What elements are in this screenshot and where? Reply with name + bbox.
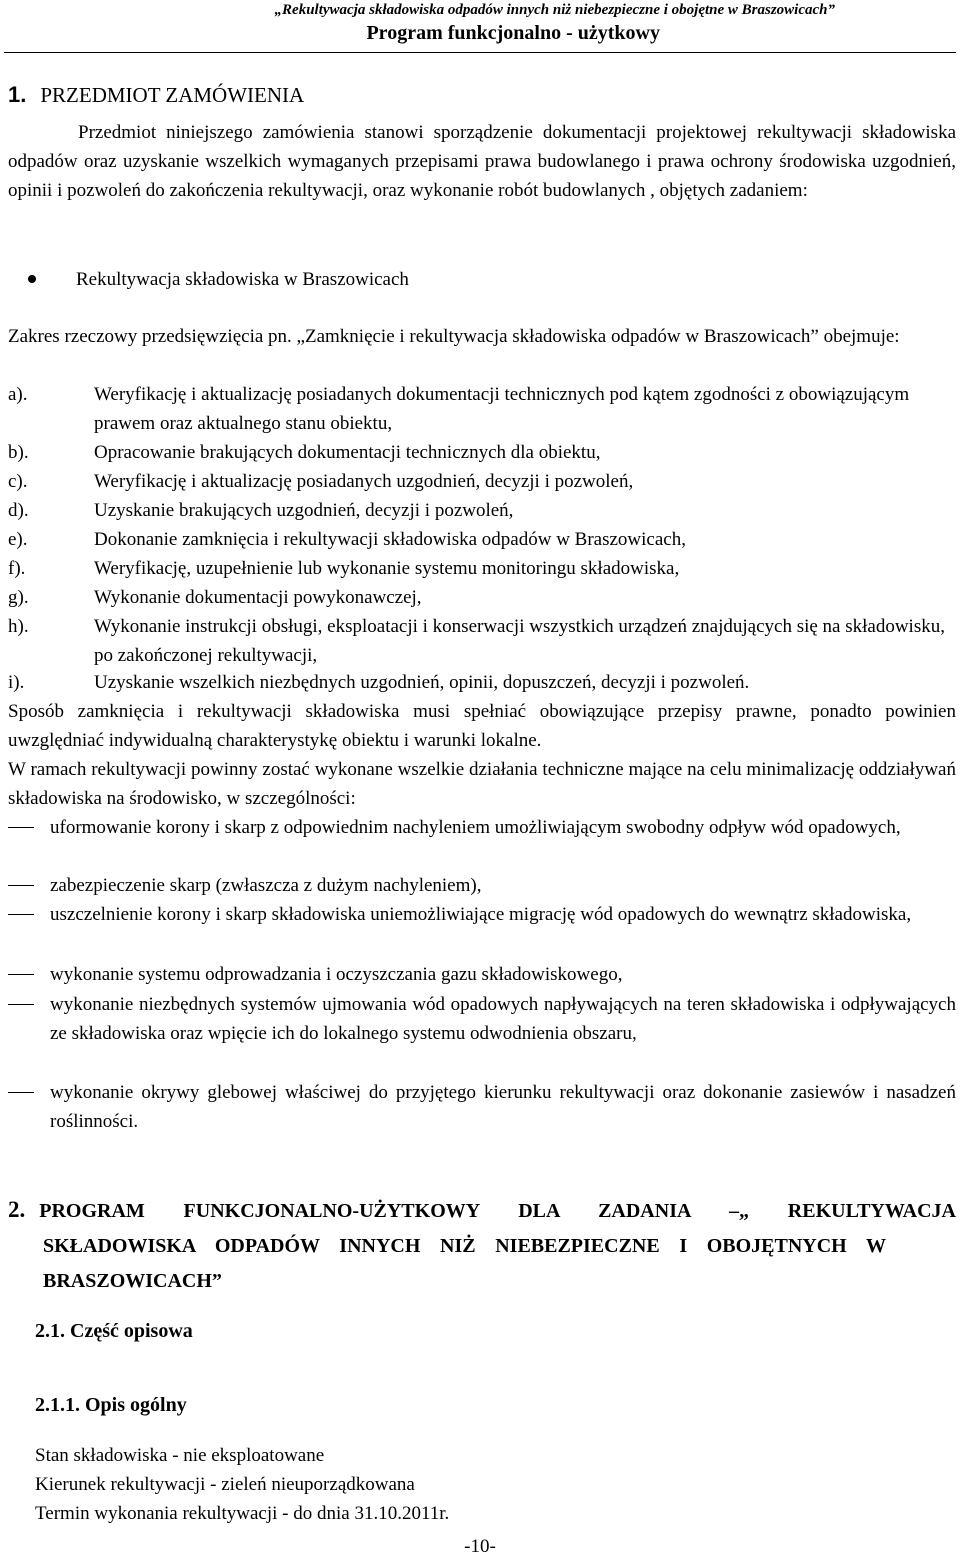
bullet-icon bbox=[28, 275, 36, 283]
works-item-text: wykonanie niezbędnych systemów ujmowania wód opadowych napływających na teren składowiska i odpływających ze składowiska oraz wpięcie ich do lokalnego systemu odwodnienia obszaru, bbox=[50, 994, 956, 1044]
task-bullet bbox=[28, 265, 409, 294]
scope-item bbox=[8, 380, 956, 438]
scope-intro: Zakres rzeczowy przedsięwzięcia pn. „Zamknięcie i rekultywacja składowiska odpadów w Braszowicach” obejmuje: bbox=[8, 326, 900, 347]
scope-item-label: d). bbox=[8, 500, 29, 521]
scope-item-text: Uzyskanie brakujących uzgodnień, decyzji i pozwoleń, bbox=[94, 500, 514, 521]
section-1-heading bbox=[8, 82, 304, 108]
scope-item-label: h). bbox=[8, 616, 29, 637]
works-item-text: uszczelnienie korony i skarp składowiska uniemożliwiające migrację wód opadowych do wewnątrz składowiska, bbox=[50, 904, 912, 925]
works-item-text: wykonanie okrywy glebowej właściwej do przyjętego kierunku rekultywacji oraz dokonanie zasiewów i nasadzeń roślinności. bbox=[50, 1082, 956, 1132]
works-item bbox=[8, 813, 956, 842]
scope-item-label: g). bbox=[8, 587, 29, 608]
scope-item-text: Opracowanie brakujących dokumentacji technicznych dla obiektu, bbox=[94, 442, 601, 463]
scope-item-text: Wykonanie instrukcji obsługi, eksploatacji i konserwacji wszystkich urządzeń znajdujących się na składowisku, po zakończonej rekultywacji, bbox=[94, 616, 945, 666]
section-1-number: 1. bbox=[8, 82, 27, 107]
works-item bbox=[8, 990, 956, 1048]
scope-item-text: Weryfikację, uzupełnienie lub wykonanie systemu monitoringu składowiska, bbox=[94, 558, 680, 579]
page-number: -10- bbox=[464, 1536, 496, 1557]
info-line: Stan składowiska - nie eksploatowane bbox=[35, 1445, 325, 1466]
scope-item bbox=[8, 525, 956, 554]
scope-item-label: i). bbox=[8, 672, 25, 693]
scope-item bbox=[8, 438, 956, 467]
scope-item bbox=[8, 554, 956, 583]
closing-paragraph: Sposób zamknięcia i rekultywacji składowiska musi spełniać obowiązujące przepisy prawne, ponadto powinien uwzględniać indywidualną charakterystykę obiektu i warunki lokalne. bbox=[8, 701, 956, 751]
section-2-heading bbox=[8, 1192, 956, 1299]
scope-item bbox=[8, 496, 956, 525]
scope-item bbox=[8, 467, 956, 496]
works-item bbox=[8, 900, 956, 929]
dash-icon bbox=[8, 827, 34, 828]
works-item-text: zabezpieczenie skarp (zwłaszcza z dużym nachyleniem), bbox=[50, 875, 482, 896]
header-program-label: Program funkcjonalno - użytkowy bbox=[366, 22, 660, 44]
works-item bbox=[8, 871, 956, 900]
works-item bbox=[8, 960, 956, 989]
dash-icon bbox=[8, 914, 34, 915]
scope-item bbox=[8, 612, 956, 670]
section-2-title-1: PROGRAM FUNKCJONALNO-UŻYTKOWY DLA ZADANIA –„ REKULTYWACJA bbox=[39, 1200, 956, 1222]
section-2-number: 2. bbox=[8, 1197, 26, 1222]
scope-item-text: Wykonanie dokumentacji powykonawczej, bbox=[94, 587, 422, 608]
scope-item-text: Dokonanie zamknięcia i rekultywacji składowiska odpadów w Braszowicach, bbox=[94, 529, 686, 550]
section-1-intro: Przedmiot niniejszego zamówienia stanowi sporządzenie dokumentacji projektowej rekultywacji składowiska odpadów oraz uzyskanie wszelkich wymaganych przepisami prawa budowlanego i prawa ochrony środowiska uzgodnień, opinii i pozwoleń do zakończenia rekultywacji, oraz wykonanie robót budowlanych , objętych zadaniem: bbox=[8, 122, 956, 201]
scope-item bbox=[8, 668, 956, 697]
subsubsection-heading: 2.1.1. Opis ogólny bbox=[35, 1394, 187, 1416]
dash-icon bbox=[8, 885, 34, 886]
header-rule bbox=[4, 52, 956, 53]
scope-item-label: b). bbox=[8, 442, 29, 463]
works-item-text: uformowanie korony i skarp z odpowiednim nachyleniem umożliwiającym swobodny odpływ wód opadowych, bbox=[50, 817, 901, 838]
subsection-heading: 2.1. Część opisowa bbox=[35, 1320, 193, 1342]
scope-item-label: e). bbox=[8, 529, 28, 550]
scope-item-label: c). bbox=[8, 471, 28, 492]
info-line: Kierunek rekultywacji - zieleń nieuporządkowana bbox=[35, 1474, 415, 1495]
section-2-title-line-3: BRASZOWICACH” bbox=[43, 1270, 222, 1292]
works-item bbox=[8, 1078, 956, 1136]
dash-icon bbox=[8, 1092, 34, 1093]
dash-icon bbox=[8, 974, 34, 975]
works-item-text: wykonanie systemu odprowadzania i oczyszczania gazu składowiskowego, bbox=[50, 964, 623, 985]
section-2-title-line-2: SKŁADOWISKA ODPADÓW INNYCH NIŻ NIEBEZPIECZNE I OBOJĘTNYCH W bbox=[43, 1235, 886, 1257]
info-line: Termin wykonania rekultywacji - do dnia 31.10.2011r. bbox=[35, 1503, 450, 1524]
scope-item-label: f). bbox=[8, 558, 26, 579]
scope-item bbox=[8, 583, 956, 612]
section-2-title-line-1 bbox=[8, 1192, 956, 1229]
scope-item-text: Uzyskanie wszelkich niezbędnych uzgodnień, opinii, dopuszczeń, decyzji i pozwoleń. bbox=[94, 672, 750, 693]
scope-item-text: Weryfikację i aktualizację posiadanych dokumentacji technicznych pod kątem zgodności z obowiązującym prawem oraz aktualnego stanu obiektu, bbox=[94, 384, 910, 434]
works-intro: W ramach rekultywacji powinny zostać wykonane wszelkie działania techniczne mające na celu minimalizację oddziaływań składowiska na środowisko, w szczególności: bbox=[8, 759, 956, 809]
scope-item-label: a). bbox=[8, 384, 28, 405]
section-1-title: PRZEDMIOT ZAMÓWIENIA bbox=[40, 83, 305, 107]
scope-item-text: Weryfikację i aktualizację posiadanych uzgodnień, decyzji i pozwoleń, bbox=[94, 471, 634, 492]
header-project-title: „Rekultywacja składowiska odpadów innych niż niebezpieczne i obojętne w Braszowicach” bbox=[274, 2, 835, 18]
task-bullet-text: Rekultywacja składowiska w Braszowicach bbox=[76, 269, 409, 290]
dash-icon bbox=[8, 1004, 34, 1005]
